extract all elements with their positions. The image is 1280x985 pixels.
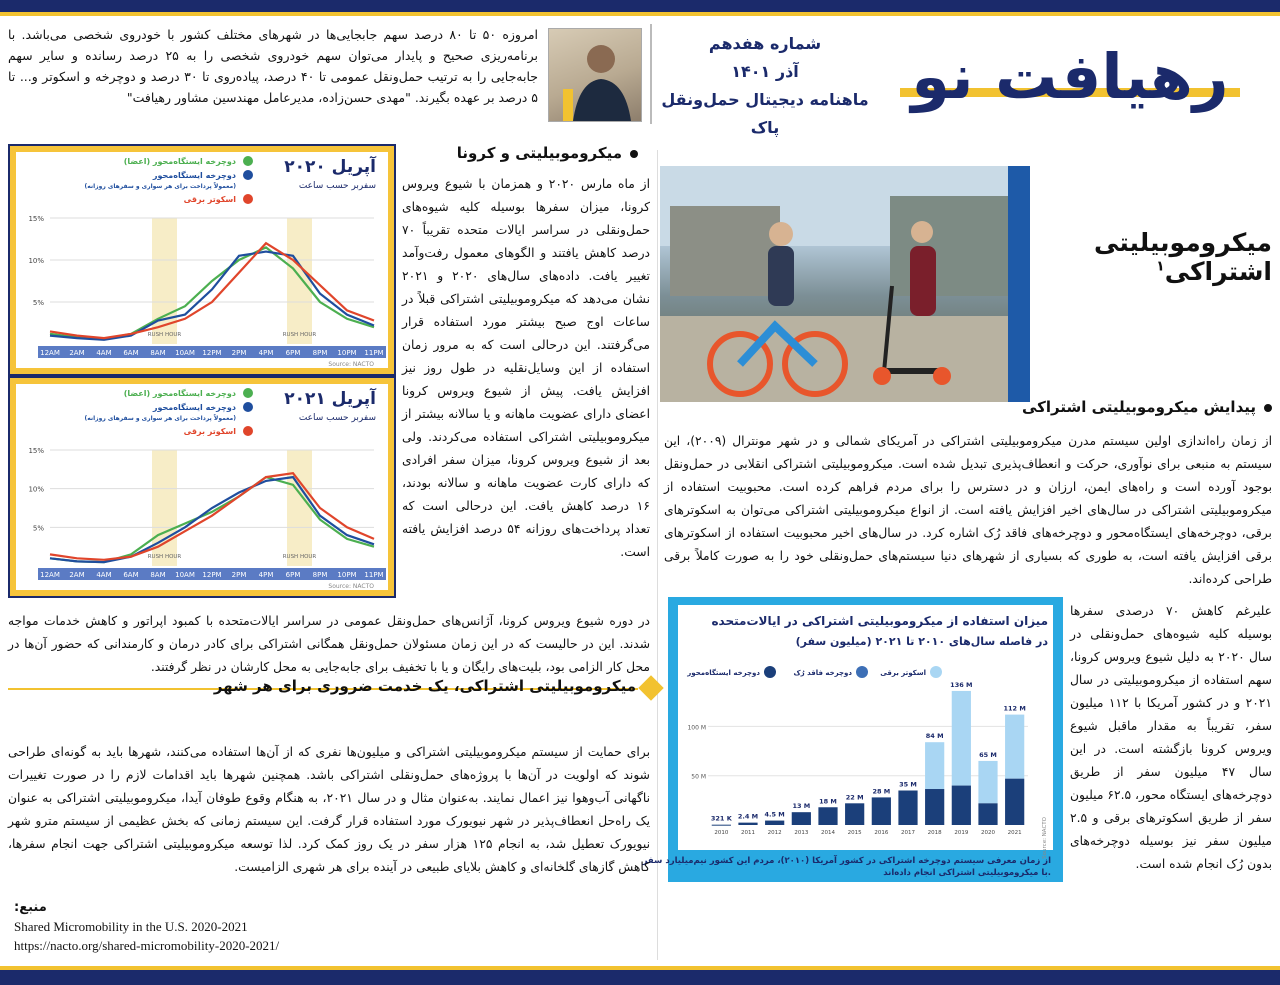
bar-value-label: 112 M bbox=[1003, 704, 1026, 713]
issue-number: شماره هفدهم bbox=[708, 34, 822, 53]
x-tick-label: 4AM bbox=[96, 571, 112, 579]
bar-dock bbox=[738, 823, 757, 825]
x-tick-label: 12AM bbox=[40, 349, 60, 357]
sources-label: منبع: bbox=[14, 900, 47, 915]
rush-hour-label: RUSH HOUR bbox=[147, 332, 182, 338]
y-tick-label: 10% bbox=[28, 257, 44, 265]
column-divider bbox=[657, 150, 658, 960]
x-tick-label: 6AM bbox=[123, 349, 139, 357]
bar-legend-item: دوچرخه ایستگاه‌محور bbox=[687, 669, 760, 677]
source-title: Shared Micromobility in the U.S. 2020-2021 bbox=[14, 919, 248, 934]
chart-april-2021 bbox=[8, 376, 396, 598]
bar-value-label: 2.4 M bbox=[737, 812, 759, 821]
hero-title-text: میکروموبیلیتی اشتراکی bbox=[1094, 228, 1272, 286]
legend-item: (معمولاً پرداخت برای هر سواری و سفرهای روزانه) bbox=[84, 415, 236, 422]
source-url-text[interactable]: https://nacto.org/shared-micromobility-2020-2021/ bbox=[14, 938, 280, 953]
bottom-bar bbox=[0, 970, 1280, 985]
top-bar bbox=[0, 0, 1280, 12]
origin-body: از زمان راه‌اندازی اولین سیستم مدرن میکروموبیلیتی اشتراکی در آمریکای شمالی و در شهر مونترال (۲۰۰۹)، این سیستم به منبعی برای نوآوری، حرکت و انعطاف‌پذیری تبدیل شده است. میکروموبیلیتی اشتراکی انقلابی در حمل‌ونقل بوجود آورده است و راه‌های ایمن، ارزان و در دسترس را برای مردم فراهم کرده است. محبوبیت استفاده از میکروموبیلیتی اشتراکی در سال‌های اخیر افزایش یافته است. از انواع میکروموبیلیتی اشتراکی می‌توان به اسکوترهای برقی، دوچرخه‌های ایستگاه‌محور و دوچرخه‌های فاقد رُک اشاره کرد. در سال‌های اخیر محبوبیت استفاده از اسکوترهای برقی افزایش یافته است، به طوری که بسیاری از شهرهای دنیا سیستم‌های حمل‌ونقلی خود را به صورت کاملاً برقی طراحی کرده‌اند. bbox=[664, 434, 1273, 586]
bar-x-tick: 2014 bbox=[821, 830, 835, 836]
origin-side-text: علیرغم کاهش ۷۰ درصدی سفرها بوسیله کلیه شیوه‌های حمل‌ونقلی در سال ۲۰۲۰ به دلیل شیوع ویروس کرونا، سهم استفاده از میکروموبیلیتی در سال ۲۰۲۱ و در کشور آمریکا با ۱۱۲ میلیون سفر، تقریباً به مقدار ماقبل شیوع ویروس کرونا بازگشته است. در این سال ۴۷ میلیون سفر از طریق دوچرخه‌های ایستگاه محور، ۶۲.۵ میلیون سفر از طریق اسکوترهای برقی و ۲.۵ میلیون سفر نیز بوسیله دوچرخه‌های بدون رُک انجام شده است. bbox=[1070, 604, 1273, 871]
x-tick-label: 11PM bbox=[364, 571, 384, 579]
portrait-photo bbox=[548, 28, 642, 122]
rush-hour-band bbox=[287, 450, 312, 566]
bar-value-label: 321 K bbox=[710, 814, 732, 823]
bar-dock bbox=[818, 807, 837, 825]
legend-item: دوچرخه ایستگاه‌محور (اعضا) bbox=[123, 157, 236, 166]
rush-hour-label: RUSH HOUR bbox=[282, 554, 317, 560]
bullet-icon bbox=[1264, 404, 1272, 412]
bar-value-label: 35 M bbox=[899, 780, 917, 789]
bar-x-tick: 2010 bbox=[714, 830, 729, 836]
legend-item: (معمولاً پرداخت برای هر سواری و سفرهای روزانه) bbox=[84, 183, 236, 190]
legend-icon bbox=[243, 170, 253, 180]
top-gold-line bbox=[0, 12, 1280, 16]
bar-footnote-line2: با میکروموبیلیتی اشتراکی انجام داده‌اند. bbox=[883, 868, 1051, 878]
chart-micromobility-usage bbox=[642, 597, 1063, 882]
issue-block bbox=[655, 30, 875, 142]
legend-item: دوچرخه ایستگاه‌محور (اعضا) bbox=[123, 389, 236, 398]
rush-hour-band bbox=[287, 218, 312, 344]
bar-legend-icon bbox=[930, 666, 942, 678]
hero-footnote-marker: ۱ bbox=[1156, 258, 1165, 275]
x-tick-label: 12PM bbox=[202, 349, 222, 357]
x-tick-label: 12AM bbox=[40, 571, 60, 579]
y-tick-label: 15% bbox=[28, 447, 44, 455]
service-title: میکروموبیلیتی اشتراکی، یک خدمت ضروری برای هر شهر bbox=[213, 677, 636, 695]
x-tick-label: 8AM bbox=[150, 571, 166, 579]
bar-dock bbox=[952, 786, 971, 825]
bar-scooter bbox=[978, 761, 997, 803]
bar-value-label: 84 M bbox=[925, 732, 944, 741]
bar-x-tick: 2017 bbox=[901, 830, 915, 836]
service-body: برای حمایت از سیستم میکروموبیلیتی اشتراکی و میلیون‌ها نفری که از آن‌ها استفاده می‌کنند، شهرها باید به گونه‌ای طراحی شوند که اولویت در آن‌ها با پروژه‌های حمل‌ونقلی اشتراکی باشد. همچنین شهرها باید اقدامات لازم را در صورت تغییرات ناگهانی آب‌وهوا نیز اعمال نمایند. به‌عنوان مثال و در سال ۲۰۲۱، به هنگام وقوع طوفان آیدا، میکروموبیلیتی اشتراکی به عنوان یک راه‌حل انعطاف‌پذیر در شهر نیویورک مورد استفاده قرار گرفت. این سیستم زمانی که بخش عظیمی از سیستم مترو شهر نیویورک تعطیل شد، به انجام ۱۲۵ هزار سفر در یک روز کمک کرد. لذا توسعه میکروموبیلیتی اشتراکی جهت انجام سفرها، کاهش گازهای گلخانه‌ای و کاهش بلایای طبیعی در آینده برای هر شهری الزامیست. bbox=[8, 745, 651, 874]
bar-chart-subtitle: در فاصله سال‌های ۲۰۱۰ تا ۲۰۲۱ (میلیون سفر) bbox=[795, 635, 1048, 648]
hero-photo bbox=[660, 166, 1030, 402]
x-tick-label: 12PM bbox=[202, 571, 222, 579]
bar-x-tick: 2018 bbox=[927, 830, 942, 836]
bar-x-tick: 2015 bbox=[847, 830, 862, 836]
bar-x-tick: 2013 bbox=[794, 830, 809, 836]
bar-legend-item: دوچرخه فاقد رُک bbox=[793, 669, 852, 677]
x-tick-label: 6PM bbox=[285, 571, 301, 579]
bar-dock bbox=[898, 791, 917, 826]
bar-value-label: 22 M bbox=[845, 793, 864, 802]
chart-subtitle: سفربر حسب ساعت bbox=[298, 181, 376, 191]
issue-subtitle: ماهنامه دیجیتال حمل‌ونقل پاک bbox=[661, 90, 869, 137]
bar-x-tick: 2021 bbox=[1007, 830, 1022, 836]
covid-body: از ماه مارس ۲۰۲۰ و همزمان با شیوع ویروس کرونا، میزان سفرها بوسیله کلیه شیوه‌های حمل‌ونقلی در سراسر ایالات متحده تقریباً ۷۰ درصد کاهش یافتند و الگوهای معمول رفت‌وآمد تغییر یافت. داده‌های سال‌های ۲۰۲۰ و ۲۰۲۱ نشان می‌دهد که میکروموبیلیتی اشتراکی قبلاً در ساعات اوج صبح بیشتر مورد استفاده قرار می‌گرفتند. این درحالی است که به مرور زمان استفاده از این وسایل‌نقلیه در طول روز نیز افزایش یافت. پیش از شیوع ویروس کرونا اعضای دارای عضویت ماهانه و یا سالانه بیشتر از میکروموبیلیتی اشتراکی استفاده می‌کردند. ولی بعد از شیوع ویروس کرونا، میزان سفر افرادی که دارای کارت عضویت ماهانه و سالانه بودند، ۱۶ درصد کاهش یافت. این درحالی است که تعداد پرداخت‌های روزانه ۵۴ درصد افزایش یافته است. bbox=[402, 177, 651, 559]
bar-dock bbox=[792, 812, 811, 825]
bar-dock bbox=[872, 797, 891, 825]
bar-scooter bbox=[952, 691, 971, 786]
bar-x-tick: 2019 bbox=[954, 830, 969, 836]
legend-icon bbox=[243, 426, 253, 436]
bar-dock bbox=[1005, 779, 1024, 825]
bar-value-label: 4.5 M bbox=[764, 810, 785, 819]
x-tick-label: 11PM bbox=[364, 349, 384, 357]
x-tick-label: 8PM bbox=[312, 349, 328, 357]
legend-icon bbox=[243, 156, 253, 166]
rush-hour-label: RUSH HOUR bbox=[282, 332, 317, 338]
bar-value-label: 13 M bbox=[792, 802, 811, 811]
bar-dock bbox=[978, 803, 997, 825]
x-tick-label: 10PM bbox=[337, 571, 357, 579]
x-tick-label: 8AM bbox=[150, 349, 166, 357]
legend-icon bbox=[243, 388, 253, 398]
legend-item: اسکوتر برقی bbox=[183, 427, 236, 436]
bar-scooter bbox=[925, 742, 944, 789]
legend-icon bbox=[243, 402, 253, 412]
y-tick-label: 5% bbox=[32, 299, 44, 307]
bar-dock bbox=[925, 789, 944, 825]
bar-dock bbox=[845, 803, 864, 825]
x-tick-label: 4PM bbox=[258, 571, 274, 579]
x-tick-label: 10AM bbox=[175, 349, 195, 357]
diamond-icon bbox=[638, 675, 663, 700]
bar-y-tick: 50 M bbox=[691, 773, 706, 781]
legend-icon bbox=[243, 194, 253, 204]
chart-source: Source: NACTO bbox=[328, 583, 374, 590]
covid-title: میکروموبیلیتی و کرونا bbox=[456, 144, 622, 162]
chart-title: آپریل ۲۰۲۱ bbox=[284, 389, 376, 409]
bar-legend-icon bbox=[856, 666, 868, 678]
bar-value-label: 18 M bbox=[819, 797, 837, 806]
chart-subtitle: سفربر حسب ساعت bbox=[298, 413, 376, 423]
bar-legend-icon bbox=[764, 666, 776, 678]
header-quote: امروزه ۵۰ تا ۸۰ درصد سهم جابجایی‌ها در شهرهای مختلف کشور با خودروی شخصی می‌باشد. با برنامه‌ریزی صحیح و پایدار می‌توان سهم خودروی شخصی را به ۲۵ درصد رسانده و سایر سهم جابه‌جایی را به ترتیب حمل‌ونقل عمومی تا ۴۰ درصد، پیاده‌روی تا ۳۰ درصد و دوچرخه و اسکوتر و... تا ۵ درصد بر عهده بگیرند. "مهدی حسن‌زاده، مدیرعامل مهندسین مشاور رهیافت" bbox=[8, 27, 539, 105]
svg-text:رهیافت نو: رهیافت نو bbox=[911, 40, 1229, 113]
hero-title bbox=[1040, 228, 1272, 286]
y-tick-label: 15% bbox=[28, 215, 44, 223]
legend-item: دوچرخه ایستگاه‌محور bbox=[152, 403, 236, 412]
x-tick-label: 2PM bbox=[231, 349, 247, 357]
bar-scooter bbox=[1005, 715, 1024, 779]
chart-april-2020 bbox=[8, 144, 396, 376]
bar-legend-item: اسکوتر برقی bbox=[880, 669, 926, 677]
bar-dock bbox=[765, 821, 784, 825]
bar-chart-title: میزان استفاده از میکروموبیلیتی اشتراکی در ایالات‌متحده bbox=[711, 614, 1048, 628]
x-tick-label: 6AM bbox=[123, 571, 139, 579]
bar-value-label: 136 M bbox=[950, 680, 973, 689]
bar-x-tick: 2020 bbox=[981, 830, 995, 836]
y-tick-label: 10% bbox=[28, 485, 44, 494]
legend-item: اسکوتر برقی bbox=[183, 195, 236, 204]
masthead-logo bbox=[900, 36, 1240, 120]
rush-hour-label: RUSH HOUR bbox=[147, 554, 182, 560]
x-tick-label: 4AM bbox=[96, 349, 112, 357]
bar-value-label: 65 M bbox=[979, 750, 997, 759]
bar-footnote-line1: از زمان معرفی سیستم دوچرخه اشتراکی در کشور آمریکا (۲۰۱۰)، مردم این کشور نیم‌میلیارد سفر bbox=[642, 856, 1051, 866]
issue-date: آذر ۱۴۰۱ bbox=[731, 62, 799, 81]
bar-y-tick: 100 M bbox=[687, 724, 706, 732]
covid-body-cont: در دوره شیوع ویروس کرونا، آژانس‌های حمل‌ونقل عمومی در سراسر ایالات‌متحده با کمبود اپراتور و کاهش خدمات مواجه شدند. این در حالیست که در این زمان مسئولان حمل‌ونقل همگانی اشتراکی برای کادر درمان و کارمندانی که حضور آن‌ها در محل کار الزامی بود، بلیت‌های رایگان و یا با تخفیف برای جابه‌جایی به محل کارشان در نظر گرفتند. bbox=[8, 614, 650, 674]
x-tick-label: 4PM bbox=[258, 349, 274, 357]
bar-x-tick: 2011 bbox=[741, 830, 755, 836]
bar-x-tick: 2016 bbox=[874, 830, 889, 836]
y-tick-label: 5% bbox=[32, 524, 44, 533]
legend-item: دوچرخه ایستگاه‌محور bbox=[152, 171, 236, 180]
x-tick-label: 2PM bbox=[231, 571, 247, 579]
x-tick-label: 10PM bbox=[337, 349, 357, 357]
bar-x-tick: 2012 bbox=[767, 830, 782, 836]
origin-title: پیدایش میکروموبیلیتی اشتراکی bbox=[1021, 398, 1256, 416]
header-divider bbox=[650, 24, 652, 124]
chart-title: آپریل ۲۰۲۰ bbox=[284, 157, 376, 177]
bullet-icon bbox=[630, 150, 638, 158]
chart-source: Source: NACTO bbox=[328, 361, 374, 368]
x-tick-label: 10AM bbox=[175, 571, 195, 579]
source-url[interactable] bbox=[14, 938, 279, 954]
x-tick-label: 2AM bbox=[69, 571, 85, 579]
x-tick-label: 2AM bbox=[69, 349, 85, 357]
x-tick-label: 8PM bbox=[312, 571, 328, 579]
bar-dock bbox=[712, 825, 731, 826]
bar-value-label: 28 M bbox=[872, 787, 891, 796]
x-tick-label: 6PM bbox=[285, 349, 301, 357]
bar-chart-source: Source: NACTO bbox=[1042, 817, 1048, 859]
